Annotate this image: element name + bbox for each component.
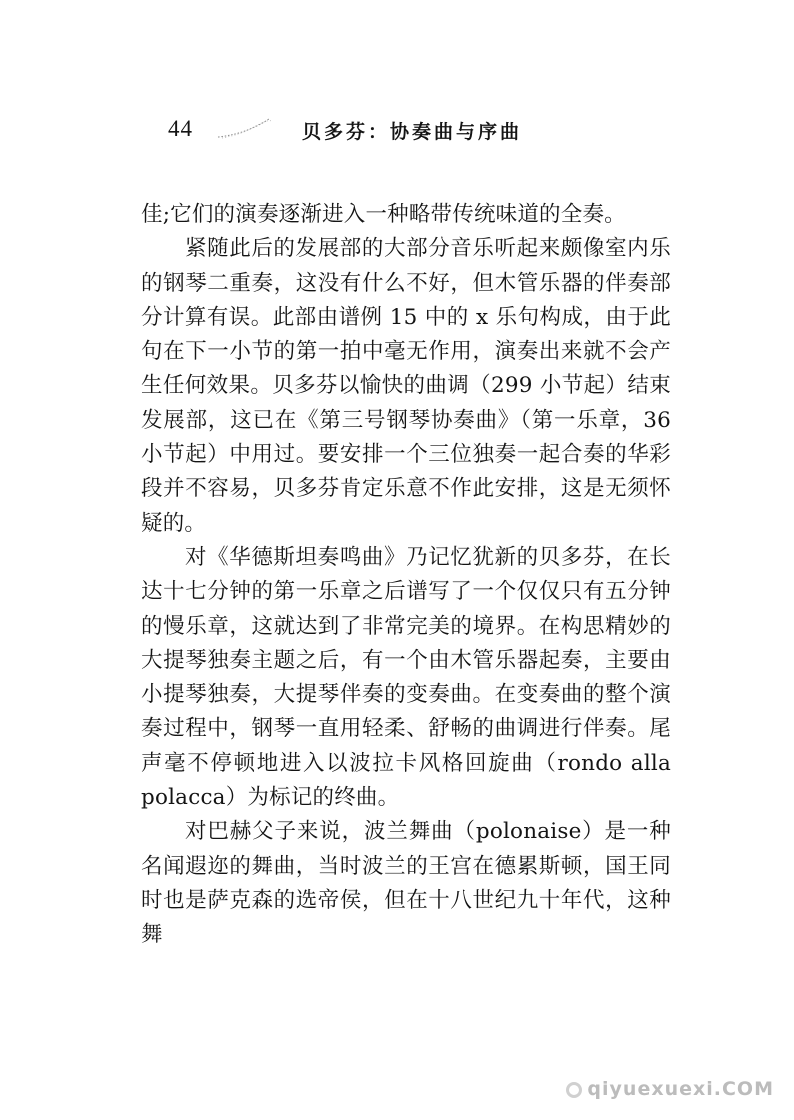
watermark: [566, 1078, 774, 1100]
paragraph-4: 对巴赫父子来说，波兰舞曲（polonaise）是一种名闻遐迩的舞曲，当时波兰的王宫在德累斯顿，国王同时也是萨克森的选帝侯，但在十八世纪九十年代，这种舞: [141, 819, 671, 948]
page-number: 44: [168, 116, 193, 141]
decorative-flourish-icon: [216, 116, 272, 140]
body-text: [141, 198, 671, 953]
circle-logo-icon: [566, 1082, 582, 1098]
paragraph-3: 对《华德斯坦奏鸣曲》乃记忆犹新的贝多芬，在长达十七分钟的第一乐章之后谱写了一个仅仅只有五分钟的慢乐章，这就达到了非常完美的境界。在构思精妙的大提琴独奏主题之后，有一个由木管乐器起奏，主要由小提琴独奏，大提琴伴奏的变奏曲。在变奏曲的整个演奏过程中，钢琴一直用轻柔、舒畅的曲调进行伴奏。尾声毫不停顿地进入以波拉卡风格回旋曲（rondo alla polacca）为标记的终曲。: [141, 544, 671, 811]
watermark-text: qiyuexuexi.COM: [587, 1078, 774, 1100]
page-header: [168, 112, 588, 146]
paragraph-2: 紧随此后的发展部的大部分音乐听起来颇像室内乐的钢琴二重奏，这没有什么不好，但木管乐器的伴奏部分计算有误。此部由谱例 15 中的 x 乐句构成，由于此句在下一小节的第一拍中毫无作用，演奏出来就不会产生任何效果。贝多芬以愉快的曲调（299 小节起）结束发展部，这已在《第三号钢琴协奏曲》（第一乐章，36 小节起）中用过。要安排一个三位独奏一起合奏的华彩段并不容易，贝多芬肯定乐意不作此安排，这是无须怀疑的。: [141, 236, 671, 536]
running-title: 贝多芬：协奏曲与序曲: [302, 121, 523, 143]
paragraph-1: 佳;它们的演奏逐渐进入一种略带传统味道的全奏。: [141, 202, 626, 227]
